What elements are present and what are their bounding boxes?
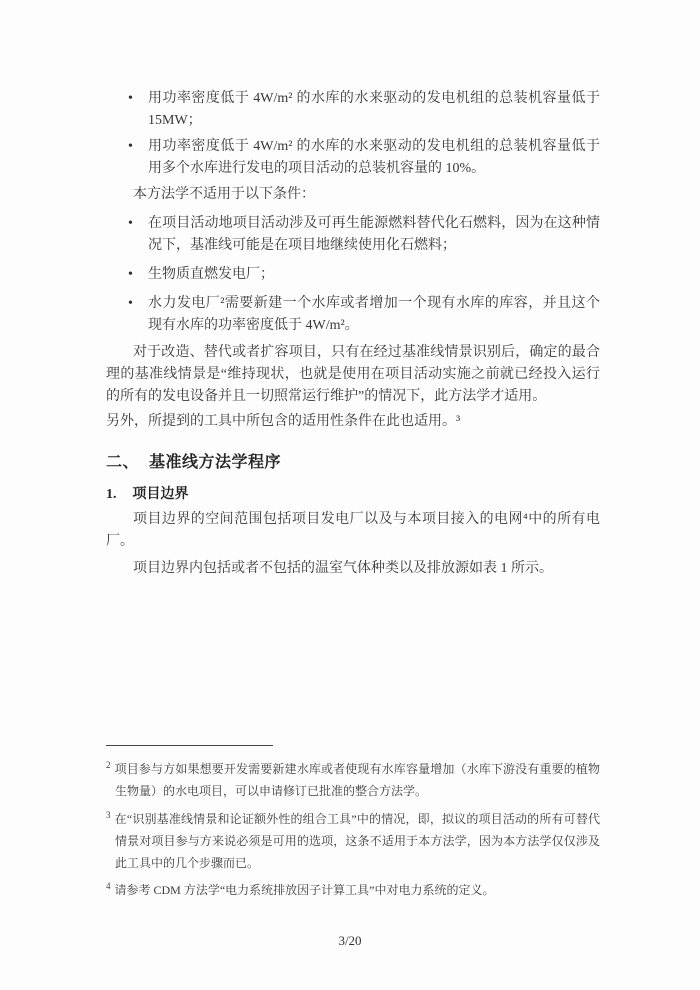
footnote-text: 在“识别基准线情景和论证额外性的组合工具”中的情况，即，拟议的项目活动的所有可替代情景对项目参与方来说必须是可用的选项，这条不适用于本方法学，因为本方法学仅仅涉及此工具中的几个步骤而已。 [114,812,600,870]
bullet-icon: • [128,91,133,106]
list-item [106,213,600,257]
footnote [106,758,600,802]
bullet-icon: • [128,267,133,282]
footnotes-section [106,758,600,901]
footnote-separator [106,745,273,746]
footnote [106,808,600,874]
subsection-number: 1. [106,487,117,502]
bullet-text: 在项目活动地项目活动涉及可再生能源燃料替代化石燃料，因为在这种情况下，基准线可能是在项目地继续使用化石燃料； [148,216,600,253]
paragraph-additional-tools: 另外，所提到的工具中所包含的适用性条件在此也适用。³ [106,414,461,429]
list-item [106,264,600,286]
list-item [106,88,600,132]
footnote-marker: 4 [106,881,111,891]
bullet-text: 用功率密度低于 4W/m² 的水库的水来驱动的发电机组的总装机容量低于15MW； [148,91,600,128]
footnote-marker: 3 [106,810,111,820]
bullet-text: 用功率密度低于 4W/m² 的水库的水来驱动的发电机组的总装机容量低于用多个水库进行发电的项目活动的总装机容量的 10%。 [148,139,600,176]
footnote-marker: 2 [106,760,111,770]
footnote [106,879,600,901]
paragraph-retrofit: 对于改造、替代或者扩容项目，只有在经过基准线情景识别后，确定的最合理的基准线情景是“维持现状，也就是使用在项目活动实施之前就已经投入运行的所有的发电设备并且一切照常运行维护”的情况下，此方法学才适用。 [106,345,600,404]
list-item [106,136,600,180]
bullet-icon: • [128,139,133,154]
exclusions-bullet-list [106,213,600,337]
bullet-icon: • [128,296,133,311]
bullet-text: 生物质直燃发电厂； [148,267,274,282]
section-number: 二、 [106,454,140,471]
list-item [106,293,600,337]
page-number: 3/20 [338,933,362,948]
footnote-text: 项目参与方如果想要开发需要新建水库或者使现有水库容量增加（水库下游没有重要的植物生物量）的水电项目，可以申请修订已批准的整合方法学。 [114,762,600,798]
paragraph-ghg-table-ref: 项目边界内包括或者不包括的温室气体种类以及排放源如表 1 所示。 [133,561,553,576]
bullet-text: 水力发电厂²需要新建一个水库或者增加一个现有水库的库容，并且这个现有水库的功率密度低于 4W/m²。 [148,296,600,333]
footnote-text: 请参考 CDM 方法学“电力系统排放因子计算工具”中对电力系统的定义。 [114,883,495,897]
applicability-bullet-list [106,88,600,180]
bullet-icon: • [128,216,133,231]
section-heading [106,451,600,475]
paragraph-not-applicable: 本方法学不适用于以下条件： [133,187,315,202]
paragraph-project-boundary: 项目边界的空间范围包括项目发电厂以及与本项目接入的电网⁴中的所有电厂。 [106,512,600,549]
subsection-title: 项目边界 [132,487,189,502]
subsection-heading [106,484,600,506]
section-title: 基准线方法学程序 [149,454,282,471]
